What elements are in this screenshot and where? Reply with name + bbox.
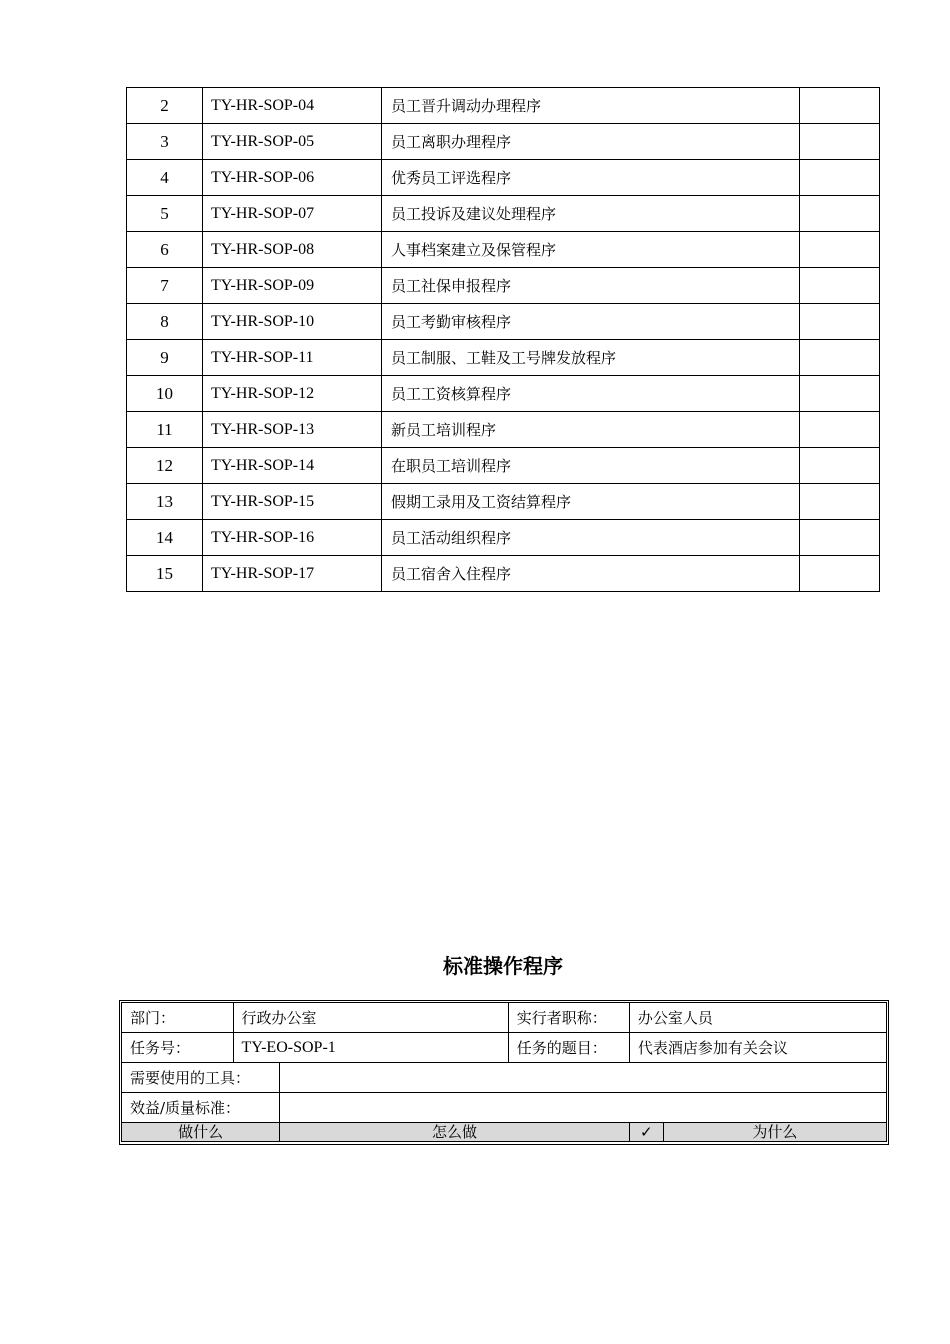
- sop-code: TY-HR-SOP-17: [203, 556, 382, 592]
- sop-list-row: [127, 412, 880, 448]
- sop-list-row: [127, 520, 880, 556]
- sop-note: [800, 376, 880, 412]
- col-why: 为什么: [663, 1123, 886, 1142]
- sop-name: 员工工资核算程序: [382, 376, 800, 412]
- role-label: 实行者职称：: [508, 1003, 629, 1033]
- sop-name: 优秀员工评选程序: [382, 160, 800, 196]
- dept-label: 部门：: [122, 1003, 234, 1033]
- tools-label: 需要使用的工具：: [122, 1063, 280, 1093]
- sop-name: 在职员工培训程序: [382, 448, 800, 484]
- sop-num: 12: [127, 448, 203, 484]
- sop-num: 15: [127, 556, 203, 592]
- sop-code: TY-HR-SOP-07: [203, 196, 382, 232]
- sop-code: TY-HR-SOP-15: [203, 484, 382, 520]
- sop-num: 3: [127, 124, 203, 160]
- sop-note: [800, 340, 880, 376]
- sop-code: TY-HR-SOP-11: [203, 340, 382, 376]
- sop-list-row: [127, 304, 880, 340]
- sop-code: TY-HR-SOP-08: [203, 232, 382, 268]
- sop-note: [800, 448, 880, 484]
- sop-list-body: [127, 88, 880, 592]
- sop-note: [800, 160, 880, 196]
- dept-value: 行政办公室: [233, 1003, 508, 1033]
- sop-note: [800, 412, 880, 448]
- sop-num: 10: [127, 376, 203, 412]
- standard-value: [280, 1093, 887, 1123]
- sop-form: [119, 1000, 889, 1145]
- sop-code: TY-HR-SOP-06: [203, 160, 382, 196]
- sop-num: 5: [127, 196, 203, 232]
- sop-num: 11: [127, 412, 203, 448]
- form-row-task: [122, 1033, 887, 1063]
- sop-name: 员工制服、工鞋及工号牌发放程序: [382, 340, 800, 376]
- sop-name: 员工投诉及建议处理程序: [382, 196, 800, 232]
- sop-num: 14: [127, 520, 203, 556]
- sop-num: 6: [127, 232, 203, 268]
- sop-code: TY-HR-SOP-05: [203, 124, 382, 160]
- sop-code: TY-HR-SOP-12: [203, 376, 382, 412]
- sop-num: 8: [127, 304, 203, 340]
- col-check-icon: ✓: [629, 1123, 663, 1142]
- sop-name: 员工活动组织程序: [382, 520, 800, 556]
- sop-note: [800, 268, 880, 304]
- task-no-label: 任务号：: [122, 1033, 234, 1063]
- form-row-dept: [122, 1003, 887, 1033]
- sop-name: 员工考勤审核程序: [382, 304, 800, 340]
- task-title-label: 任务的题目：: [508, 1033, 629, 1063]
- sop-note: [800, 232, 880, 268]
- sop-code: TY-HR-SOP-14: [203, 448, 382, 484]
- task-no-value: TY-EO-SOP-1: [233, 1033, 508, 1063]
- sop-note: [800, 196, 880, 232]
- page-title: 标准操作程序: [443, 954, 563, 978]
- sop-note: [800, 484, 880, 520]
- col-what: 做什么: [122, 1123, 280, 1142]
- sop-name: 假期工录用及工资结算程序: [382, 484, 800, 520]
- sop-code: TY-HR-SOP-13: [203, 412, 382, 448]
- sop-list-table: [126, 87, 880, 592]
- sop-name: 员工宿舍入住程序: [382, 556, 800, 592]
- sop-form-table: [121, 1002, 887, 1142]
- sop-list-row: [127, 196, 880, 232]
- sop-code: TY-HR-SOP-04: [203, 88, 382, 124]
- sop-name: 员工离职办理程序: [382, 124, 800, 160]
- task-title-value: 代表酒店参加有关会议: [629, 1033, 886, 1063]
- standard-label: 效益/质量标准：: [122, 1093, 280, 1123]
- sop-num: 2: [127, 88, 203, 124]
- role-value: 办公室人员: [629, 1003, 886, 1033]
- form-row-tools: [122, 1063, 887, 1093]
- sop-note: [800, 520, 880, 556]
- sop-list-row: [127, 448, 880, 484]
- sop-name: 员工晋升调动办理程序: [382, 88, 800, 124]
- col-how: 怎么做: [280, 1123, 630, 1142]
- sop-list-row: [127, 124, 880, 160]
- sop-note: [800, 124, 880, 160]
- sop-num: 7: [127, 268, 203, 304]
- sop-num: 9: [127, 340, 203, 376]
- sop-num: 4: [127, 160, 203, 196]
- sop-name: 人事档案建立及保管程序: [382, 232, 800, 268]
- sop-code: TY-HR-SOP-16: [203, 520, 382, 556]
- tools-value: [280, 1063, 887, 1093]
- sop-note: [800, 556, 880, 592]
- sop-code: TY-HR-SOP-09: [203, 268, 382, 304]
- sop-code: TY-HR-SOP-10: [203, 304, 382, 340]
- sop-list-row: [127, 556, 880, 592]
- sop-note: [800, 304, 880, 340]
- sop-list-row: [127, 160, 880, 196]
- sop-name: 员工社保申报程序: [382, 268, 800, 304]
- form-column-header: [122, 1123, 887, 1142]
- sop-list-row: [127, 340, 880, 376]
- sop-list-row: [127, 88, 880, 124]
- sop-list-row: [127, 268, 880, 304]
- sop-note: [800, 88, 880, 124]
- sop-name: 新员工培训程序: [382, 412, 800, 448]
- form-row-standard: [122, 1093, 887, 1123]
- sop-num: 13: [127, 484, 203, 520]
- sop-list-row: [127, 232, 880, 268]
- sop-list-row: [127, 376, 880, 412]
- sop-list-row: [127, 484, 880, 520]
